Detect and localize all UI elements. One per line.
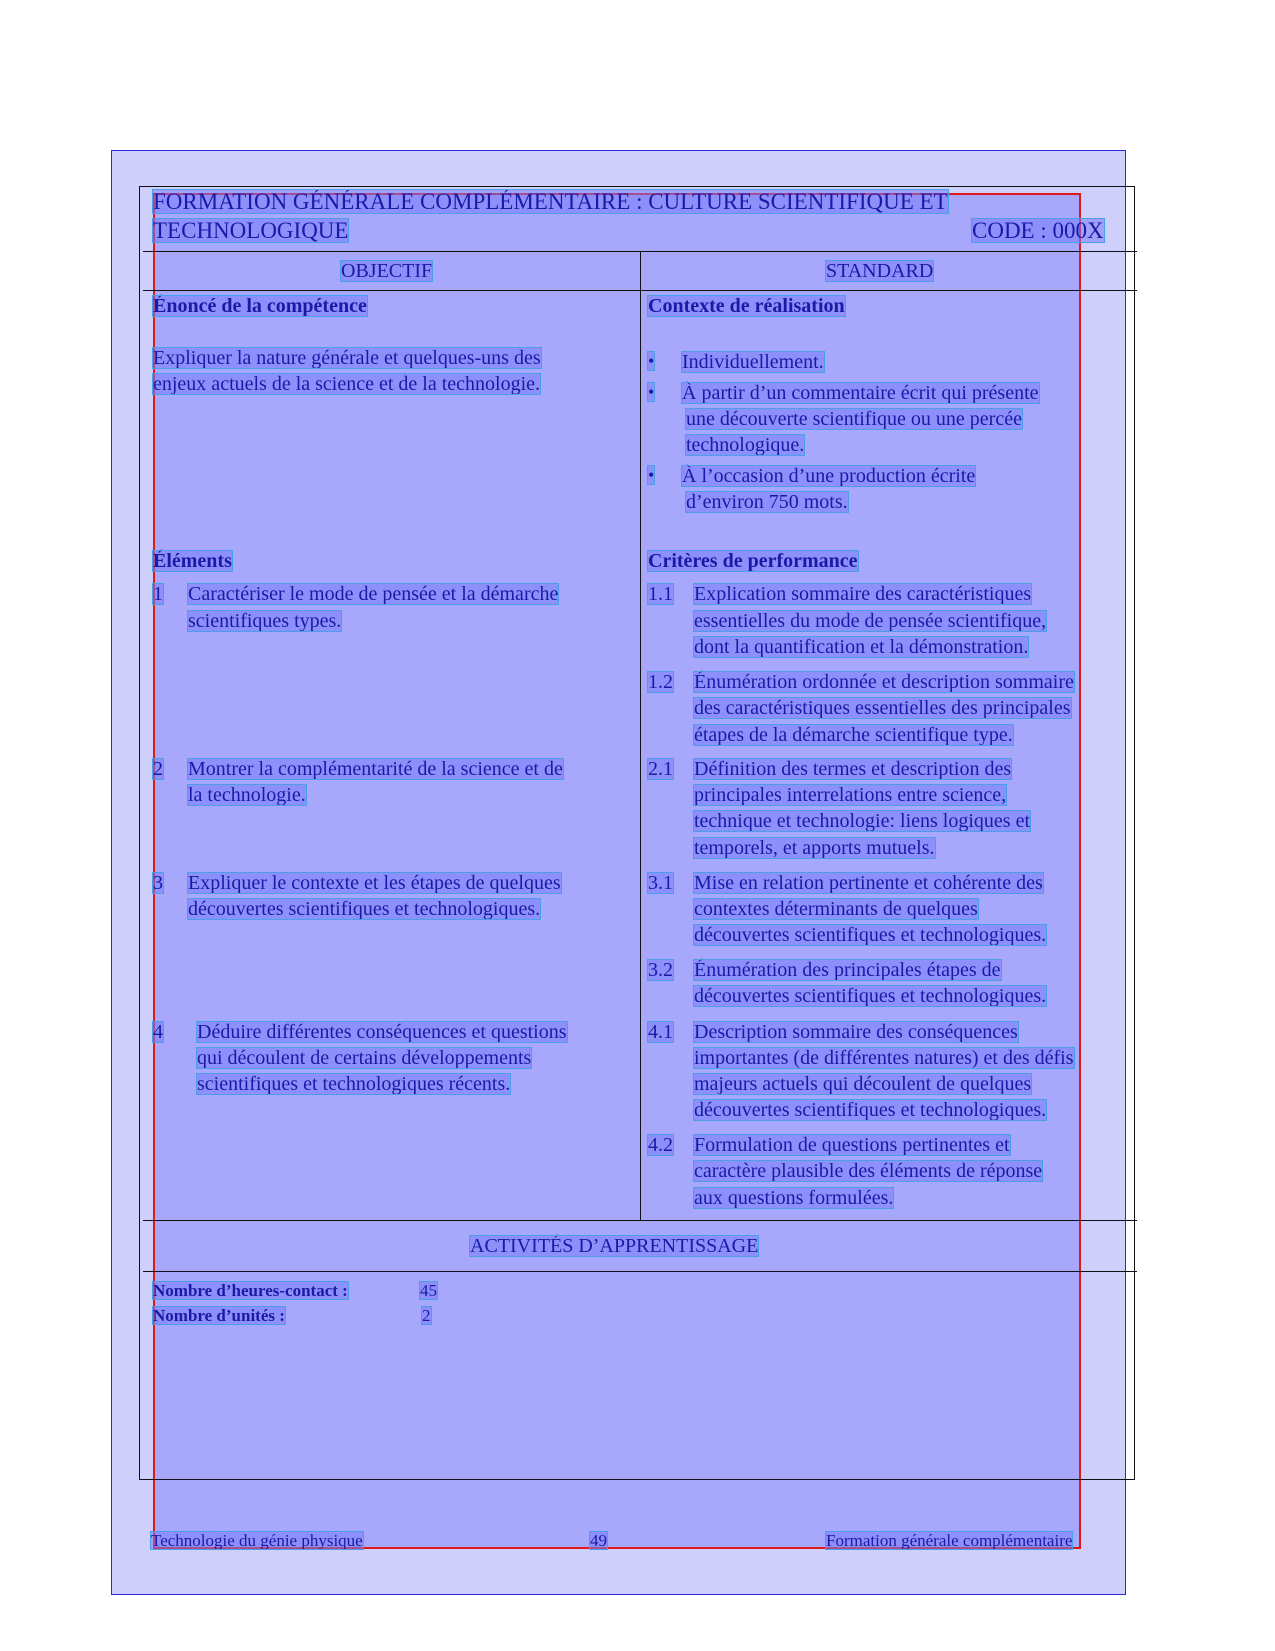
element-2-line-2: la technologie. <box>188 784 306 806</box>
critere-3-1-line-3: découvertes scientifiques et technologiques. <box>694 924 1047 946</box>
element-4-number: 4 <box>153 1021 163 1043</box>
course-code: CODE : 000X <box>972 218 1104 243</box>
element-2-number: 2 <box>153 758 163 780</box>
competence-statement-line-2: enjeux actuels de la science et de la technologie. <box>153 373 541 395</box>
element-3-number: 3 <box>153 872 163 894</box>
critere-3-1-line-1: Mise en relation pertinente et cohérente des <box>694 872 1043 894</box>
critere-1-1-line-1: Explication sommaire des caractéristiques <box>694 583 1032 605</box>
bullet-icon: • <box>648 465 655 485</box>
elements-heading: Éléments <box>153 550 232 572</box>
rule-below-activities <box>143 1271 1137 1272</box>
element-1-line-1: Caractériser le mode de pensée et la démarche <box>188 583 559 605</box>
critere-2-1-number: 2.1 <box>648 758 673 780</box>
unites-value: 2 <box>422 1306 431 1325</box>
critere-3-1-number: 3.1 <box>648 872 673 894</box>
critere-4-2-line-2: caractère plausible des éléments de réponse <box>694 1160 1043 1182</box>
competence-heading: Énoncé de la compétence <box>153 295 367 317</box>
critere-4-1-line-3: majeurs actuels qui découlent de quelques <box>694 1073 1032 1095</box>
element-4-line-3: scientifiques et technologiques récents. <box>197 1073 511 1095</box>
contexte-item-1-line-1: Individuellement. <box>682 351 824 373</box>
element-2-line-1: Montrer la complémentarité de la science et de <box>188 758 563 780</box>
activites-heading: ACTIVITÉS D’APPRENTISSAGE <box>470 1235 759 1257</box>
critere-1-2-line-3: étapes de la démarche scientifique type. <box>694 724 1013 746</box>
heures-contact-value: 45 <box>420 1281 437 1300</box>
critere-2-1-line-2: principales interrelations entre science, <box>694 784 1007 806</box>
unites-label: Nombre d’unités : <box>153 1306 285 1325</box>
critere-1-1-line-3: dont la quantification et la démonstration. <box>694 636 1029 658</box>
contexte-heading: Contexte de réalisation <box>648 295 845 317</box>
critere-4-1-line-1: Description sommaire des conséquences <box>694 1021 1018 1043</box>
column-divider <box>640 252 641 1220</box>
critere-1-1-line-2: essentielles du mode de pensée scientifique, <box>694 610 1047 632</box>
element-1-line-2: scientifiques types. <box>188 610 342 632</box>
critere-3-1-line-2: contextes déterminants de quelques <box>694 898 978 920</box>
critere-1-1-number: 1.1 <box>648 583 673 605</box>
element-1-number: 1 <box>153 583 163 605</box>
critere-1-2-line-2: des caractéristiques essentielles des principales <box>694 697 1071 719</box>
heures-contact-label: Nombre d’heures-contact : <box>153 1281 348 1300</box>
contexte-item-2-line-3: technologique. <box>686 434 805 456</box>
rule-above-activities <box>143 1220 1137 1221</box>
critere-3-2-line-2: découvertes scientifiques et technologiques. <box>694 985 1047 1007</box>
contexte-item-2-line-1: À partir d’un commentaire écrit qui présente <box>682 382 1039 404</box>
footer-left: Technologie du génie physique <box>151 1531 363 1550</box>
contexte-item-3-line-1: À l’occasion d’une production écrite <box>682 465 976 487</box>
column-header-objectif: OBJECTIF <box>341 260 433 282</box>
criteres-heading: Critères de performance <box>648 550 858 572</box>
critere-4-1-line-2: importantes (de différentes natures) et des défis <box>694 1047 1074 1069</box>
document-title-line-1: FORMATION GÉNÉRALE COMPLÉMENTAIRE : CULTURE SCIENTIFIQUE ET <box>153 189 948 214</box>
document-title-line-2: TECHNOLOGIQUE <box>153 218 349 243</box>
critere-2-1-line-1: Définition des termes et description des <box>694 758 1012 780</box>
critere-1-2-line-1: Énumération ordonnée et description sommaire <box>694 671 1074 693</box>
critere-3-2-number: 3.2 <box>648 959 673 981</box>
critere-4-2-line-1: Formulation de questions pertinentes et <box>694 1134 1010 1156</box>
contexte-item-2-line-2: une découverte scientifique ou une percée <box>686 408 1022 430</box>
element-4-line-1: Déduire différentes conséquences et questions <box>197 1021 567 1043</box>
critere-1-2-number: 1.2 <box>648 671 673 693</box>
critere-4-1-line-4: découvertes scientifiques et technologiques. <box>694 1099 1047 1121</box>
contexte-item-3-line-2: d’environ 750 mots. <box>686 491 848 513</box>
critere-2-1-line-4: temporels, et apports mutuels. <box>694 837 935 859</box>
critere-4-1-number: 4.1 <box>648 1021 673 1043</box>
column-header-standard: STANDARD <box>826 260 934 282</box>
page-number: 49 <box>590 1531 607 1550</box>
critere-3-2-line-1: Énumération des principales étapes de <box>694 959 1001 981</box>
footer-right: Formation générale complémentaire <box>826 1531 1073 1550</box>
bullet-icon: • <box>648 351 655 371</box>
critere-4-2-line-3: aux questions formulées. <box>694 1187 894 1209</box>
critere-2-1-line-3: technique et technologie: liens logiques et <box>694 810 1031 832</box>
element-4-line-2: qui découlent de certains développements <box>197 1047 532 1069</box>
element-3-line-2: découvertes scientifiques et technologiques. <box>188 898 541 920</box>
bullet-icon: • <box>648 382 655 402</box>
critere-4-2-number: 4.2 <box>648 1134 673 1156</box>
competence-statement-line-1: Expliquer la nature générale et quelques-uns des <box>153 347 541 369</box>
element-3-line-1: Expliquer le contexte et les étapes de quelques <box>188 872 561 894</box>
